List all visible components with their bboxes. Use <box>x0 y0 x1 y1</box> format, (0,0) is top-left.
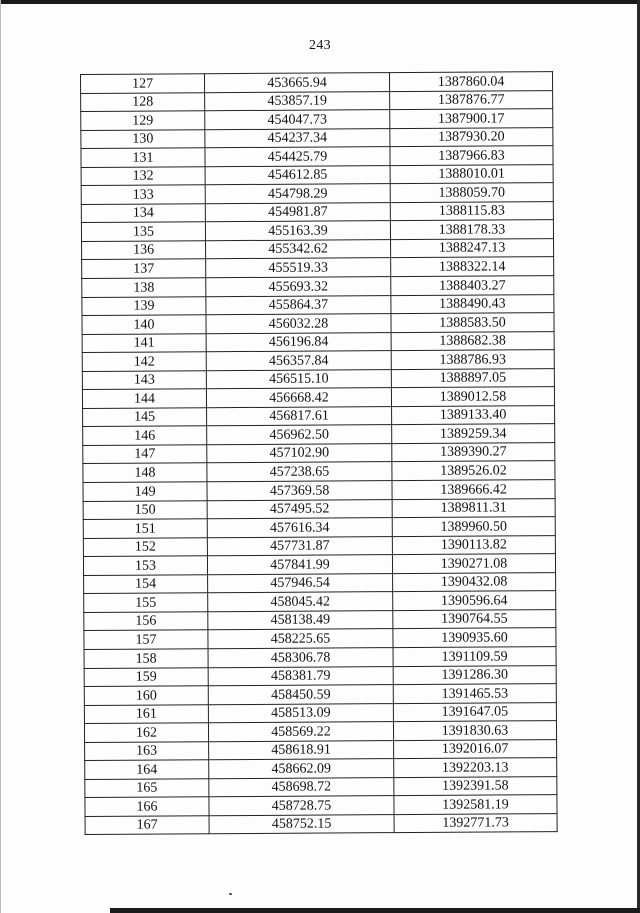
point-number-cell: 139 <box>82 296 206 315</box>
point-number-cell: 149 <box>83 482 207 501</box>
x-coordinate-cell: 456032.28 <box>206 314 391 334</box>
point-number-cell: 129 <box>81 111 205 130</box>
y-coordinate-cell: 1388682.38 <box>391 331 554 351</box>
x-coordinate-cell: 454425.79 <box>205 147 390 167</box>
table-row <box>81 201 553 222</box>
x-coordinate-cell: 458306.78 <box>208 648 393 668</box>
point-number-cell: 141 <box>82 333 206 352</box>
point-number-cell: 156 <box>84 612 208 631</box>
point-number-cell: 167 <box>85 816 209 835</box>
point-number-cell: 166 <box>85 797 209 816</box>
y-coordinate-cell: 1389526.02 <box>392 461 555 481</box>
x-coordinate-cell: 458752.15 <box>209 814 394 834</box>
x-coordinate-cell: 458045.42 <box>208 592 393 612</box>
x-coordinate-cell: 455163.39 <box>205 221 390 241</box>
x-coordinate-cell: 456357.84 <box>206 351 391 371</box>
point-number-cell: 150 <box>83 500 207 519</box>
table-row <box>82 239 554 260</box>
y-coordinate-cell: 1388490.43 <box>391 294 554 314</box>
x-coordinate-cell: 456817.61 <box>207 406 392 426</box>
y-coordinate-cell: 1391647.05 <box>393 702 556 722</box>
point-number-cell: 164 <box>85 760 209 779</box>
y-coordinate-cell: 1390596.64 <box>393 591 556 611</box>
table-row <box>84 702 556 723</box>
y-coordinate-cell: 1387860.04 <box>389 72 552 92</box>
y-coordinate-cell: 1392203.13 <box>394 758 557 778</box>
y-coordinate-cell: 1389133.40 <box>392 405 555 425</box>
point-number-cell: 128 <box>81 92 205 111</box>
x-coordinate-cell: 458662.09 <box>209 759 394 779</box>
x-coordinate-cell: 454981.87 <box>205 202 390 222</box>
x-coordinate-cell: 453665.94 <box>205 73 390 93</box>
y-coordinate-cell: 1392391.58 <box>394 776 557 796</box>
x-coordinate-cell: 457946.54 <box>208 573 393 593</box>
y-coordinate-cell: 1392581.19 <box>394 795 557 815</box>
table-row <box>82 276 554 297</box>
y-coordinate-cell: 1390271.08 <box>392 554 555 574</box>
table-row <box>84 684 556 705</box>
table-row <box>83 517 555 538</box>
table-row <box>85 813 557 834</box>
y-coordinate-cell: 1390432.08 <box>393 572 556 592</box>
x-coordinate-cell: 456962.50 <box>207 425 392 445</box>
table-row <box>84 572 556 593</box>
y-coordinate-cell: 1391465.53 <box>393 684 556 704</box>
point-number-cell: 154 <box>84 574 208 593</box>
y-coordinate-cell: 1392771.73 <box>394 813 557 833</box>
y-coordinate-cell: 1388247.13 <box>391 239 554 259</box>
table-row <box>81 164 553 185</box>
point-number-cell: 162 <box>84 723 208 742</box>
table-row <box>82 387 554 408</box>
point-number-cell: 148 <box>83 463 207 482</box>
y-coordinate-cell: 1389390.27 <box>392 443 555 463</box>
table-row <box>84 721 556 742</box>
table-row <box>83 480 555 501</box>
table-row <box>82 331 554 352</box>
point-number-cell: 163 <box>85 741 209 760</box>
x-coordinate-cell: 458698.72 <box>209 777 394 797</box>
point-number-cell: 151 <box>83 519 207 538</box>
y-coordinate-cell: 1387876.77 <box>390 90 553 110</box>
x-coordinate-cell: 458381.79 <box>208 666 393 686</box>
point-number-cell: 130 <box>81 129 205 148</box>
table-row <box>83 405 555 426</box>
x-coordinate-cell: 458569.22 <box>208 722 393 742</box>
table-row <box>81 220 553 241</box>
y-coordinate-cell: 1388115.83 <box>390 201 553 221</box>
y-coordinate-cell: 1391109.59 <box>393 647 556 667</box>
table-row <box>84 609 556 630</box>
y-coordinate-cell: 1388897.05 <box>391 368 554 388</box>
table-row <box>82 294 554 315</box>
table-row <box>81 90 553 111</box>
y-coordinate-cell: 1388010.01 <box>390 164 553 184</box>
point-number-cell: 145 <box>83 408 207 427</box>
y-coordinate-cell: 1389666.42 <box>392 480 555 500</box>
table-row <box>85 795 557 816</box>
x-coordinate-cell: 457731.87 <box>207 536 392 556</box>
y-coordinate-cell: 1387966.83 <box>390 146 553 166</box>
table-row <box>84 628 556 649</box>
y-coordinate-cell: 1391286.30 <box>393 665 556 685</box>
y-coordinate-cell: 1390935.60 <box>393 628 556 648</box>
y-coordinate-cell: 1388178.33 <box>390 220 553 240</box>
x-coordinate-cell: 455519.33 <box>206 258 391 278</box>
table-row <box>82 313 554 334</box>
table-row <box>82 257 554 278</box>
x-coordinate-cell: 458225.65 <box>208 629 393 649</box>
x-coordinate-cell: 455342.62 <box>206 240 391 260</box>
x-coordinate-cell: 458138.49 <box>208 610 393 630</box>
table-row <box>83 461 555 482</box>
point-number-cell: 133 <box>81 185 205 204</box>
table-row <box>82 368 554 389</box>
y-coordinate-cell: 1387900.17 <box>390 109 553 129</box>
table-row <box>85 758 557 779</box>
point-number-cell: 160 <box>84 686 208 705</box>
x-coordinate-cell: 457102.90 <box>207 444 392 464</box>
table-row <box>81 146 553 167</box>
table-row <box>83 554 555 575</box>
table-row <box>81 72 553 93</box>
table-row <box>81 127 553 148</box>
x-coordinate-cell: 455693.32 <box>206 277 391 297</box>
x-coordinate-cell: 457238.65 <box>207 462 392 482</box>
point-number-cell: 144 <box>82 389 206 408</box>
y-coordinate-cell: 1389960.50 <box>392 517 555 537</box>
x-coordinate-cell: 456196.84 <box>206 332 391 352</box>
x-coordinate-cell: 457369.58 <box>207 481 392 501</box>
x-coordinate-cell: 454798.29 <box>205 184 390 204</box>
y-coordinate-cell: 1391830.63 <box>393 721 556 741</box>
y-coordinate-cell: 1389259.34 <box>392 424 555 444</box>
table-row <box>81 109 553 130</box>
point-number-cell: 142 <box>82 352 206 371</box>
y-coordinate-cell: 1388786.93 <box>391 350 554 370</box>
point-number-cell: 143 <box>82 370 206 389</box>
page-number: 243 <box>309 38 331 53</box>
x-coordinate-cell: 458450.59 <box>208 685 393 705</box>
table-row <box>85 776 557 797</box>
scan-border-top <box>0 0 640 4</box>
y-coordinate-cell: 1390764.55 <box>393 609 556 629</box>
x-coordinate-cell: 454237.34 <box>205 128 390 148</box>
point-number-cell: 136 <box>82 241 206 260</box>
table-row <box>83 498 555 519</box>
y-coordinate-cell: 1388322.14 <box>391 257 554 277</box>
x-coordinate-cell: 456515.10 <box>206 369 391 389</box>
point-number-cell: 152 <box>83 537 207 556</box>
y-coordinate-cell: 1388583.50 <box>391 313 554 333</box>
table-row <box>83 443 555 464</box>
y-coordinate-cell: 1389811.31 <box>392 498 555 518</box>
x-coordinate-cell: 456668.42 <box>206 388 391 408</box>
x-coordinate-cell: 455864.37 <box>206 295 391 315</box>
x-coordinate-cell: 454612.85 <box>205 165 390 185</box>
y-coordinate-cell: 1388059.70 <box>390 183 553 203</box>
scan-border-left <box>0 0 1 913</box>
y-coordinate-cell: 1389012.58 <box>391 387 554 407</box>
coordinates-table <box>80 71 558 835</box>
x-coordinate-cell: 457495.52 <box>207 499 392 519</box>
scan-speck <box>229 893 232 895</box>
point-number-cell: 155 <box>84 593 208 612</box>
point-number-cell: 157 <box>84 630 208 649</box>
x-coordinate-cell: 458618.91 <box>209 740 394 760</box>
point-number-cell: 146 <box>83 426 207 445</box>
point-number-cell: 132 <box>81 166 205 185</box>
point-number-cell: 165 <box>85 779 209 798</box>
point-number-cell: 158 <box>84 649 208 668</box>
x-coordinate-cell: 457616.34 <box>207 518 392 538</box>
table-row <box>83 424 555 445</box>
table-row <box>82 350 554 371</box>
point-number-cell: 153 <box>83 556 207 575</box>
point-number-cell: 131 <box>81 148 205 167</box>
point-number-cell: 138 <box>82 278 206 297</box>
table-row <box>83 535 555 556</box>
scan-border-bottom <box>110 908 640 913</box>
x-coordinate-cell: 453857.19 <box>205 91 390 111</box>
y-coordinate-cell: 1387930.20 <box>390 127 553 147</box>
table-row <box>85 739 557 760</box>
table-row <box>84 647 556 668</box>
point-number-cell: 135 <box>81 222 205 241</box>
y-coordinate-cell: 1392016.07 <box>394 739 557 759</box>
x-coordinate-cell: 458728.75 <box>209 796 394 816</box>
y-coordinate-cell: 1390113.82 <box>392 535 555 555</box>
table-row <box>81 183 553 204</box>
y-coordinate-cell: 1388403.27 <box>391 276 554 296</box>
point-number-cell: 134 <box>81 204 205 223</box>
table-body <box>81 72 558 835</box>
table-row <box>84 665 556 686</box>
point-number-cell: 147 <box>83 445 207 464</box>
point-number-cell: 161 <box>84 704 208 723</box>
point-number-cell: 140 <box>82 315 206 334</box>
point-number-cell: 127 <box>81 74 205 93</box>
point-number-cell: 159 <box>84 667 208 686</box>
x-coordinate-cell: 454047.73 <box>205 110 390 130</box>
x-coordinate-cell: 458513.09 <box>208 703 393 723</box>
point-number-cell: 137 <box>82 259 206 278</box>
table-row <box>84 591 556 612</box>
x-coordinate-cell: 457841.99 <box>207 555 392 575</box>
